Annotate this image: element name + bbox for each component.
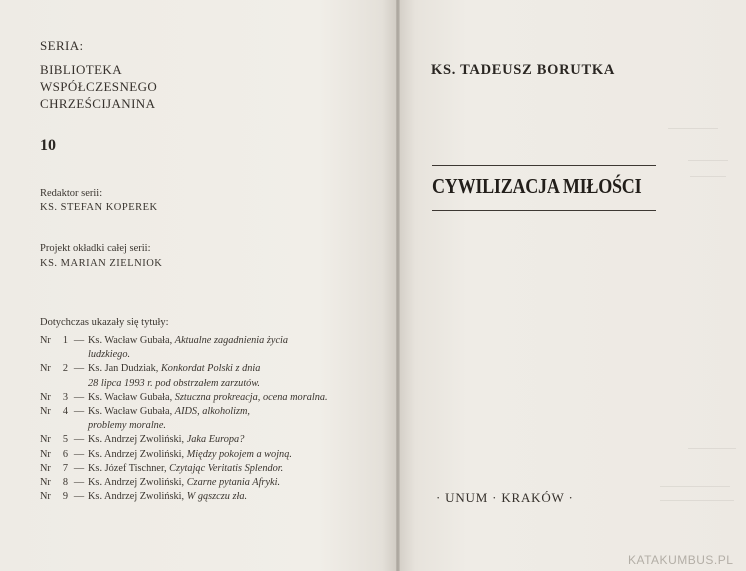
book-entry-text: [86, 405, 380, 419]
book-nr-label: Nr: [40, 462, 51, 474]
book-nr-label: Nr: [40, 335, 51, 346]
series-editor-label: Redaktor serii:: [40, 188, 103, 199]
book-number: 6: [62, 448, 68, 460]
cover-design-label: Projekt okładki całej serii:: [40, 243, 151, 254]
series-name-line-1: BIBLIOTEKA: [40, 62, 122, 77]
book-dash: —: [73, 434, 85, 446]
site-watermark: KATAKUMBUS.PL: [628, 553, 734, 567]
book-author: Ks. Józef Tischner,: [88, 462, 167, 474]
show-through-mark: [688, 448, 736, 449]
volume-number: 10: [40, 137, 56, 154]
show-through-mark: [688, 160, 728, 161]
book-nr-label: Nr: [40, 448, 51, 460]
book-dash: —: [73, 462, 85, 474]
book-nr-label: Nr: [40, 391, 51, 403]
book-dash: —: [73, 406, 85, 418]
show-through-mark: [660, 500, 734, 501]
book-title-continuation: 28 lipca 1993 r. pod obstrzałem zarzutów.: [88, 377, 261, 389]
book-entry-text: [86, 448, 380, 462]
book-list-item: [40, 405, 380, 419]
book-list-item: [40, 391, 380, 405]
book-title: Czarne pytania Afryki.: [186, 477, 281, 489]
book-dash: —: [73, 448, 85, 460]
book-number: 1: [62, 335, 68, 346]
book-list-item: [40, 433, 380, 447]
book-entry-text: [86, 334, 380, 348]
book-dash: —: [73, 391, 85, 403]
series-editor-name: KS. STEFAN KOPEREK: [40, 202, 158, 213]
book-title: Aktualne zagadnienia życia: [174, 335, 289, 346]
book-title: W gąszczu zła.: [186, 491, 248, 503]
book-nr-label: Nr: [40, 477, 51, 489]
book-number: 4: [62, 406, 68, 418]
book-title: Konkordat Polski z dnia: [160, 363, 261, 375]
book-title: Jaka Europa?: [186, 434, 245, 446]
book-entry-text: [86, 490, 380, 504]
book-author: Ks. Andrzej Zwoliński,: [88, 477, 185, 489]
published-titles-heading: Dotychczas ukazały się tytuły:: [40, 317, 169, 328]
book-number: 7: [62, 462, 68, 474]
show-through-mark: [668, 128, 718, 129]
book-nr-label: Nr: [40, 363, 51, 375]
book-list-item: [40, 490, 380, 504]
book-list-item: [40, 334, 380, 348]
book-nr-label: Nr: [40, 491, 51, 503]
book-author: Ks. Wacław Gubała,: [88, 335, 173, 346]
title-rule-bottom: [432, 210, 656, 211]
book-entry-text: [86, 362, 380, 376]
show-through-mark: [690, 176, 726, 177]
book-author: Ks. Wacław Gubała,: [88, 406, 173, 418]
book-dash: —: [73, 335, 85, 346]
book-gutter: [396, 0, 400, 571]
book-dash: —: [73, 491, 85, 503]
book-title-continuation: problemy moralne.: [88, 420, 166, 432]
published-titles-list: [40, 334, 380, 504]
book-entry-text: [86, 462, 380, 476]
cover-designer-name: KS. MARIAN ZIELNIOK: [40, 258, 163, 269]
book-author: Ks. Wacław Gubała,: [88, 391, 173, 403]
book-number: 3: [62, 391, 68, 403]
show-through-mark: [660, 486, 730, 487]
book-title-continuation: ludzkiego.: [88, 349, 131, 361]
book-number: 5: [62, 434, 68, 446]
series-name-line-3: CHRZEŚCIJANINA: [40, 96, 156, 111]
book-dash: —: [73, 477, 85, 489]
book-title: AIDS, alkoholizm,: [174, 406, 250, 418]
book-number: 9: [62, 491, 68, 503]
book-author: Ks. Jan Dudziak,: [88, 363, 159, 375]
book-list-item: [40, 448, 380, 462]
title-rule-top: [432, 165, 656, 166]
book-title: Czytając Veritatis Splendor.: [169, 462, 284, 474]
book-nr-label: Nr: [40, 406, 51, 418]
book-title: Między pokojem a wojną.: [186, 448, 292, 460]
book-dash: —: [73, 363, 85, 375]
book-entry-text: [86, 433, 380, 447]
book-author: Ks. Andrzej Zwoliński,: [88, 448, 185, 460]
series-name-line-2: WSPÓŁCZESNEGO: [40, 79, 158, 94]
book-list-item: [40, 362, 380, 376]
book-number: 8: [62, 477, 68, 489]
book-author: Ks. Andrzej Zwoliński,: [88, 491, 185, 503]
book-entry-text: [86, 476, 380, 490]
book-title: CYWILIZACJA MIŁOŚCI: [432, 174, 642, 198]
book-author: Ks. Andrzej Zwoliński,: [88, 434, 185, 446]
author-name: KS. TADEUSZ BORUTKA: [431, 62, 615, 78]
book-nr-label: Nr: [40, 434, 51, 446]
publisher-imprint: · UNUM · KRAKÓW ·: [436, 490, 574, 505]
book-entry-text: [86, 391, 380, 405]
book-number: 2: [62, 363, 68, 375]
series-heading: SERIA:: [40, 38, 84, 53]
book-list-item: [40, 476, 380, 490]
book-title: Sztuczna prokreacja, ocena moralna.: [174, 391, 328, 403]
book-list-item: [40, 462, 380, 476]
